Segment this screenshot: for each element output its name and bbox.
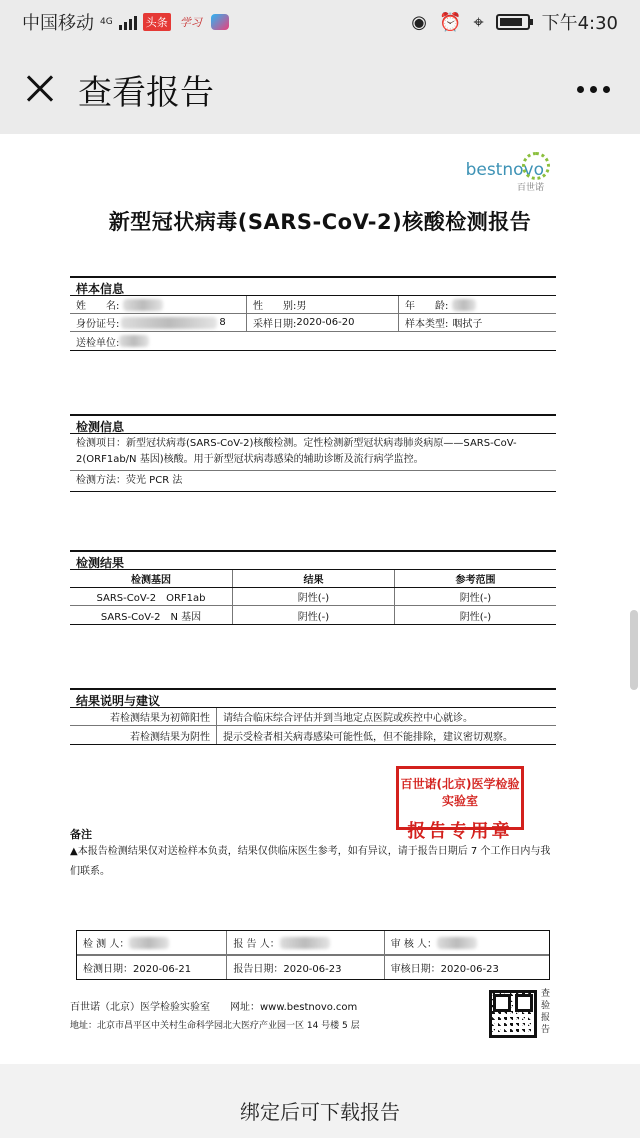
- results-header-row: [70, 570, 556, 588]
- signature-table: [76, 930, 550, 980]
- report-document: [0, 134, 640, 1064]
- status-bar: [0, 0, 640, 44]
- unit-cell: 送检单位:: [70, 332, 556, 350]
- test-method-text: 检测方法：荧光 PCR 法: [76, 475, 183, 486]
- gene-cell: SARS-CoV-2 ORF1ab: [96, 593, 206, 604]
- col-result: 结果: [232, 570, 394, 587]
- bottom-bar: [0, 1064, 640, 1138]
- name-cell: 姓 名:: [70, 296, 246, 313]
- table-row: [70, 708, 556, 726]
- scrollbar[interactable]: [630, 610, 638, 690]
- table-row: [70, 606, 556, 624]
- sampling-date-cell: 采样日期: 2020-06-20: [246, 314, 398, 331]
- section-heading: 样本信息: [70, 278, 556, 296]
- redacted-age: [452, 299, 476, 311]
- tester-cell: 检 测 人：: [77, 931, 226, 954]
- lab-info: 百世诺（北京）医学检验实验室 网址：www.bestnovo.com: [70, 1002, 358, 1013]
- advice-condition: 若检测结果为初筛阳性: [110, 713, 210, 724]
- bind-download-button[interactable]: 绑定后可下载报告: [240, 1100, 400, 1124]
- table-row: [70, 588, 556, 606]
- battery-icon: [496, 14, 530, 30]
- youku-app-icon: [211, 14, 229, 30]
- carrier-label: 中国移动: [22, 13, 94, 34]
- sample-row-1: [70, 296, 556, 314]
- col-reference: 参考范围: [394, 570, 556, 587]
- network-type: 4G: [100, 16, 113, 27]
- age-cell: 年 龄:: [398, 296, 556, 313]
- test-results-section: [70, 550, 556, 625]
- redacted-name: [123, 299, 163, 311]
- location-icon: ⌖: [473, 11, 484, 33]
- redacted-id: [121, 317, 217, 329]
- redacted-unit: [119, 335, 149, 347]
- test-date-cell: 检测日期：2020-06-21: [83, 964, 192, 975]
- redacted-signature: [280, 937, 330, 949]
- redacted-signature: [129, 937, 169, 949]
- result-cell: 阴性(-): [232, 588, 394, 605]
- alarm-icon: ⏰: [439, 11, 462, 33]
- date-row: [77, 955, 549, 979]
- gender-cell: 性 别: 男: [246, 296, 398, 313]
- redacted-signature: [437, 937, 477, 949]
- close-icon[interactable]: [20, 69, 60, 109]
- advice-condition: 若检测结果为阴性: [130, 731, 210, 743]
- result-cell: 阴性(-): [232, 606, 394, 624]
- signal-icon: [119, 14, 137, 30]
- sample-row-2: [70, 314, 556, 332]
- reference-cell: 阴性(-): [394, 588, 556, 605]
- sample-row-3: [70, 332, 556, 350]
- section-heading: 检测结果: [70, 552, 556, 570]
- more-options-icon[interactable]: [567, 76, 620, 103]
- test-info-section: [70, 414, 556, 492]
- qr-caption: 查验报告: [541, 989, 551, 1035]
- lab-address: 地址：北京市昌平区中关村生命科学园北大医疗产业园一区 14 号楼 5 层: [70, 1021, 360, 1031]
- table-row: [70, 726, 556, 744]
- clock: 下午4:30: [541, 13, 618, 34]
- section-heading: 结果说明与建议: [70, 690, 556, 708]
- toutiao-app-icon: 头条: [143, 13, 171, 31]
- section-heading: 检测信息: [70, 416, 556, 434]
- eye-icon: ◉: [411, 11, 428, 33]
- advice-section: [70, 688, 556, 745]
- note-text: ▲本报告检测结果仅对送检样本负责，结果仅供临床医生参考，如有异议，请于报告日期后 7 个工作日内与我们联系。: [70, 846, 551, 877]
- id-cell: 身份证号: 8: [76, 317, 226, 330]
- review-date-cell: 审核日期：2020-06-23: [384, 956, 549, 979]
- note-heading: 备注: [70, 828, 92, 841]
- logo-ring-icon: [522, 152, 550, 180]
- qr-code-icon[interactable]: [489, 990, 537, 1038]
- sample-info-section: [70, 276, 556, 351]
- advice-text: 提示受检者相关病毒感染可能性低，但不能排除，建议密切观察。: [216, 726, 556, 744]
- gene-cell: SARS-CoV-2 N 基因: [100, 611, 202, 623]
- reviewer-cell: 审 核 人：: [384, 931, 549, 954]
- page-title: 查看报告: [78, 72, 214, 113]
- reporter-cell: 报 告 人：: [226, 931, 383, 954]
- report-date-cell: 报告日期：2020-06-23: [226, 956, 383, 979]
- report-title: 新型冠状病毒(SARS-CoV-2)核酸检测报告: [108, 210, 532, 234]
- study-app-icon: 学习: [179, 16, 202, 29]
- test-item-text: 检测项目：新型冠状病毒(SARS-CoV-2)核酸检测。定性检测新型冠状病毒肺炎病原——SARS-CoV-2(ORF1ab/N 基因)核酸。用于新型冠状病毒感染的辅助诊断及流行病学监控。: [70, 434, 556, 471]
- sample-type-cell: 样本类型: 咽拭子: [398, 314, 556, 331]
- signature-row: [77, 931, 549, 955]
- col-gene: 检测基因: [131, 575, 171, 586]
- nav-bar: [0, 44, 640, 134]
- reference-cell: 阴性(-): [394, 606, 556, 624]
- official-stamp: 百世诺(北京)医学检验实验室 报告专用章: [396, 766, 524, 830]
- advice-text: 请结合临床综合评估并到当地定点医院或疾控中心就诊。: [216, 708, 556, 725]
- bestnovo-logo: bestnovo 百世诺: [466, 160, 544, 193]
